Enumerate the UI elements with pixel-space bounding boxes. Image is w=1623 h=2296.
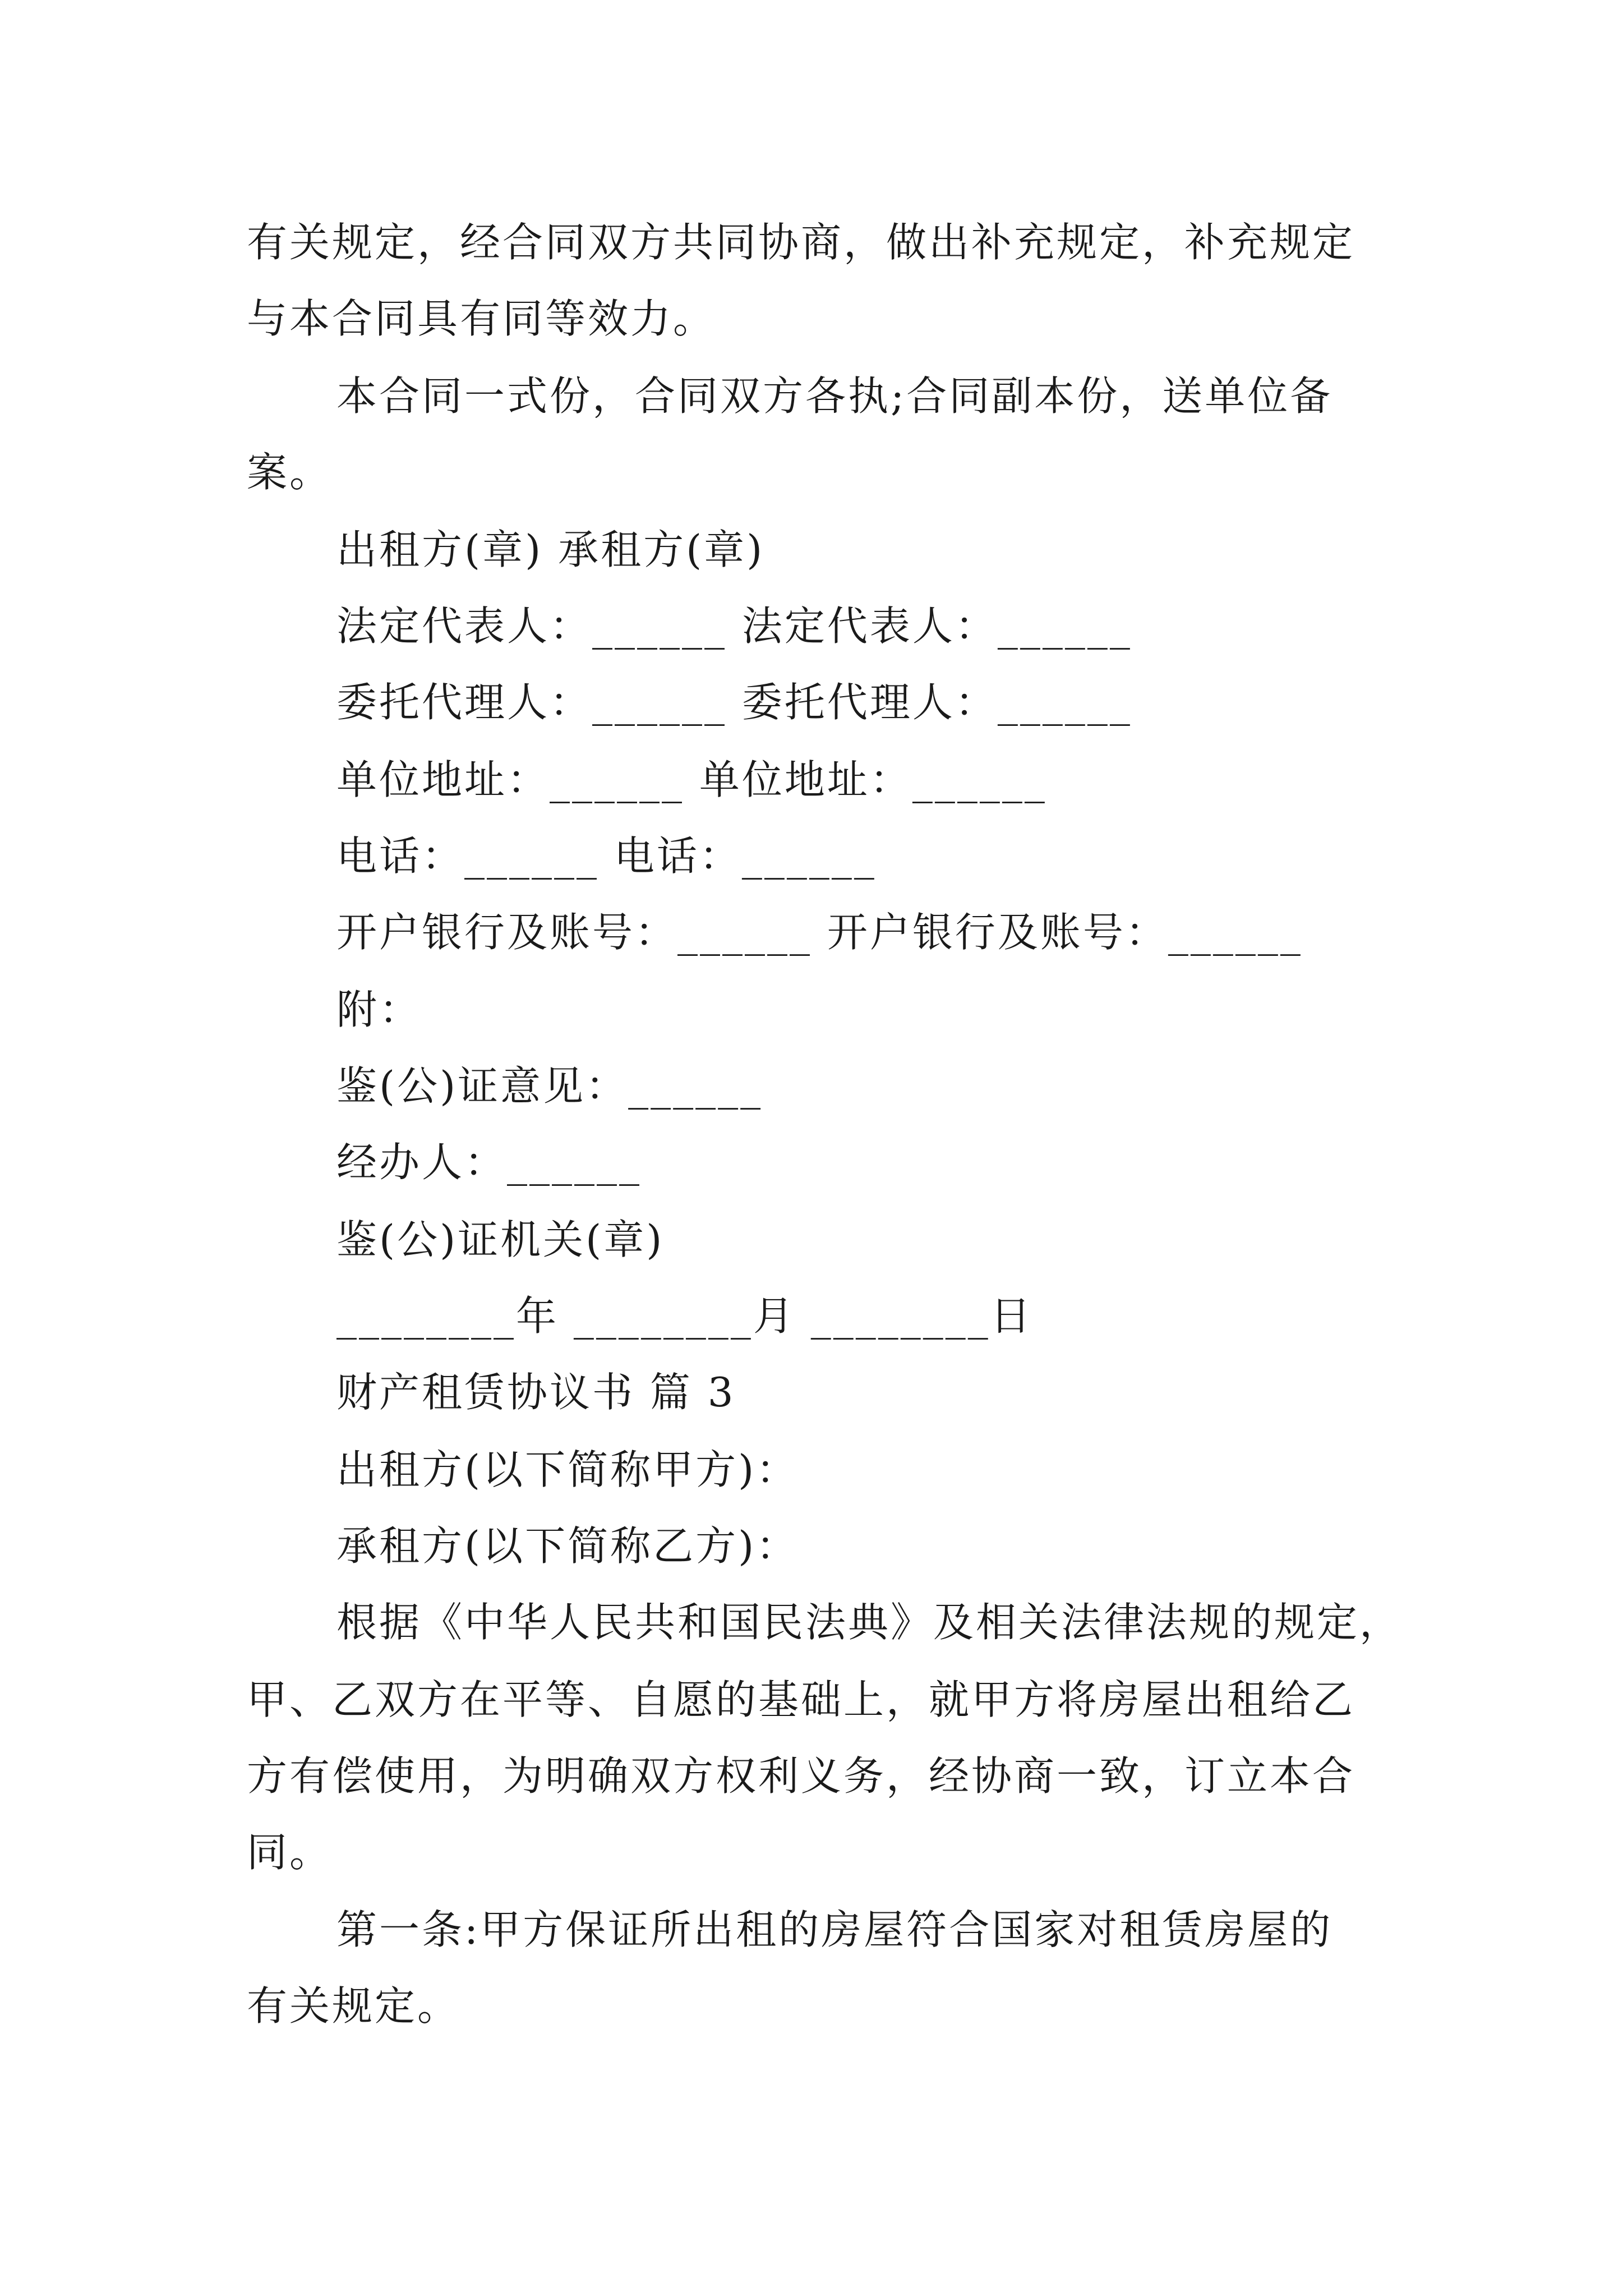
signature-field: 开户银行及账号：______ 开户银行及账号：______ — [336, 909, 1303, 956]
notary-opinion-field: 鉴(公)证意见：______ — [336, 1062, 763, 1110]
section-title: 财产租赁协议书 篇 3 — [336, 1369, 736, 1416]
signature-field: 委托代理人：______ 委托代理人：______ — [336, 679, 1132, 726]
paragraph-line: 本合同一式份，合同双方各执;合同副本份，送单位备 — [336, 372, 1333, 420]
paragraph-line: 第一条:甲方保证所出租的房屋符合国家对租赁房屋的 — [336, 1906, 1333, 1953]
paragraph-line: 根据《中华人民共和国民法典》及相关法律法规的规定， — [336, 1599, 1403, 1646]
signature-field: 法定代表人：______ 法定代表人：______ — [336, 602, 1132, 650]
paragraph-line: 同。 — [247, 1829, 333, 1876]
date-field: ________年 ________月 ________日 — [336, 1292, 1033, 1340]
paragraph-line: 有关规定，经合同双方共同协商，做出补充规定，补充规定 — [247, 219, 1355, 266]
paragraph-line: 甲、乙双方在平等、自愿的基础上，就甲方将房屋出租给乙 — [247, 1676, 1355, 1723]
notary-office-label: 鉴(公)证机关(章) — [336, 1216, 665, 1263]
signature-field: 单位地址：______ 单位地址：______ — [336, 756, 1047, 803]
party-a-field: 出租方(以下简称甲方)： — [336, 1446, 799, 1493]
paragraph-line: 有关规定。 — [247, 1982, 460, 2030]
paragraph-line: 方有偿使用，为明确双方权利义务，经协商一致，订立本合 — [247, 1752, 1355, 1800]
party-b-field: 承租方(以下简称乙方)： — [336, 1522, 799, 1570]
handler-field: 经办人：______ — [336, 1139, 642, 1186]
paragraph-line: 案。 — [247, 449, 333, 496]
paragraph-line: 与本合同具有同等效力。 — [247, 295, 716, 342]
appendix-label: 附： — [336, 986, 422, 1033]
signature-heading: 出租方(章) 承租方(章) — [336, 526, 765, 573]
signature-field: 电话：______ 电话：______ — [336, 832, 877, 880]
